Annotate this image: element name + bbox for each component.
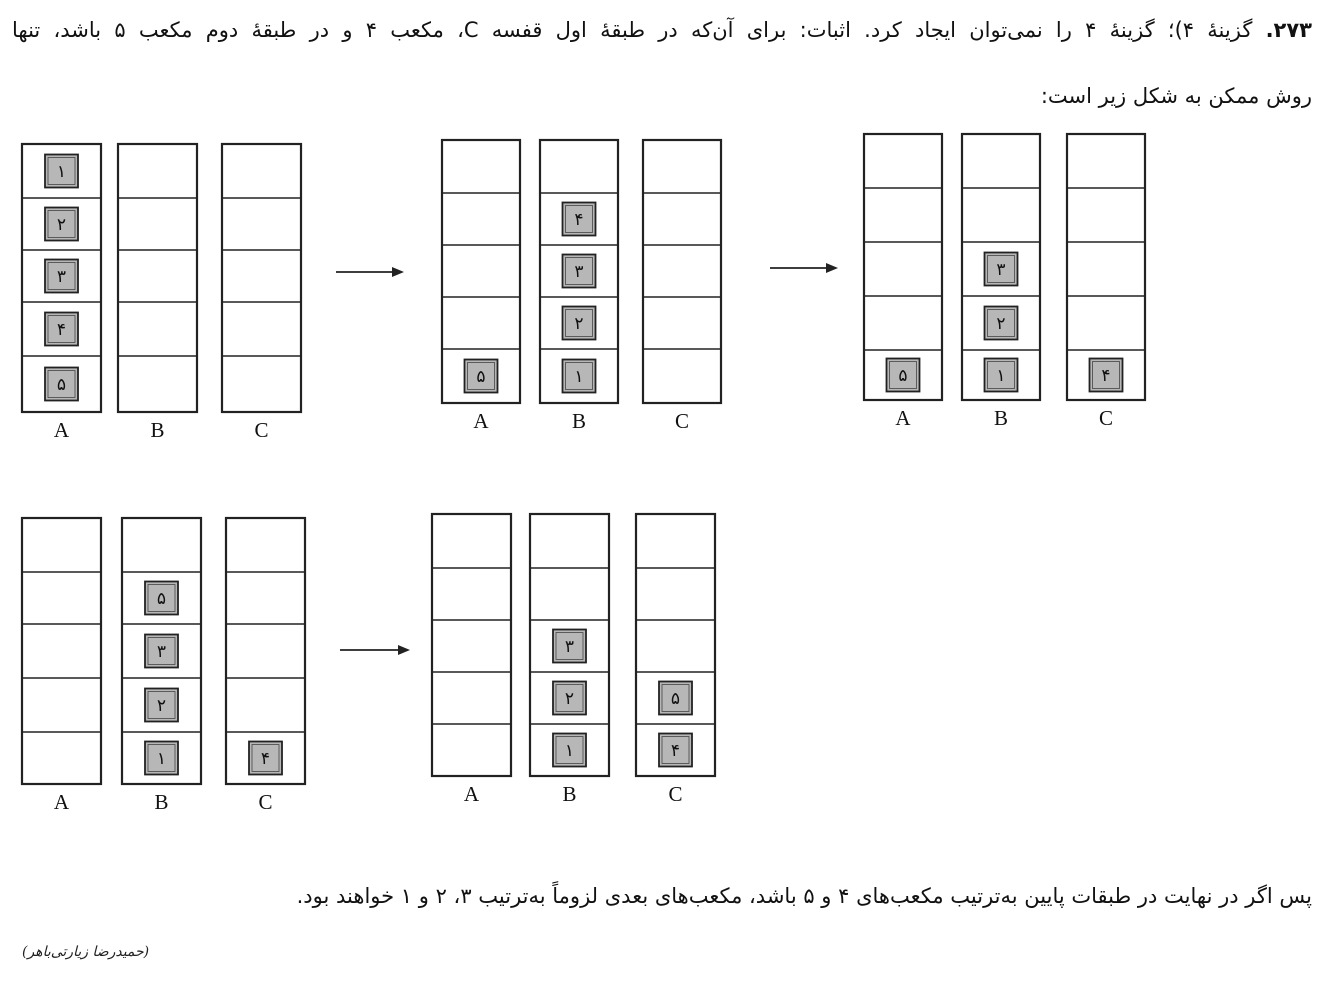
cube-label: ۵ bbox=[670, 689, 681, 709]
cube-label: ۳ bbox=[56, 267, 67, 287]
cube-label: ۲ bbox=[574, 314, 584, 334]
cube-۳ bbox=[563, 255, 596, 288]
cube-۴ bbox=[249, 742, 282, 775]
cube-۱ bbox=[563, 360, 596, 393]
cube-label: ۴ bbox=[56, 320, 67, 340]
intro-paragraph-line2: روش ممکن به شکل زیر است: bbox=[1040, 84, 1312, 108]
cube-۵ bbox=[659, 682, 692, 715]
cube-label: ۱ bbox=[996, 366, 1006, 386]
shelf-A-state-1 bbox=[22, 144, 101, 442]
cube-label: ۴ bbox=[670, 741, 681, 761]
shelf-label-C: C bbox=[1098, 406, 1114, 430]
shelf-frame bbox=[222, 144, 301, 412]
cube-۵ bbox=[887, 359, 920, 392]
cube-label: ۳ bbox=[996, 260, 1006, 280]
cube-۲ bbox=[563, 307, 596, 340]
shelf-A-state-2 bbox=[442, 140, 520, 433]
shelf-frame bbox=[432, 514, 511, 776]
shelf-label-B: B bbox=[993, 406, 1009, 430]
cube-۱ bbox=[145, 742, 178, 775]
cube-۱ bbox=[45, 155, 78, 188]
cube-۳ bbox=[45, 260, 78, 293]
shelf-label-B: B bbox=[571, 409, 587, 433]
author-signature: (حمیدرضا زیارتی‌باهر) bbox=[22, 944, 150, 960]
conclusion-paragraph: پس اگر در نهایت در طبقات پایین به‌ترتیب مکعب‌های ۴ و ۵ باشد، مکعب‌های بعدی لزوماً به‌ترتیب ۳، ۲ و ۱ خواهند بود. bbox=[296, 884, 1312, 908]
cube-label: ۳ bbox=[574, 262, 584, 282]
shelf-B-state-1 bbox=[118, 144, 197, 442]
shelf-B-state-5 bbox=[530, 514, 609, 806]
cube-label: ۱ bbox=[574, 367, 584, 387]
cube-label: ۳ bbox=[564, 637, 575, 657]
cube-۳ bbox=[985, 253, 1018, 286]
cube-label: ۲ bbox=[156, 696, 167, 716]
transition-arrow bbox=[770, 263, 838, 273]
cube-label: ۵ bbox=[476, 367, 486, 387]
shelf-C-state-3 bbox=[1067, 134, 1145, 430]
cube-label: ۲ bbox=[564, 689, 575, 709]
shelf-frame bbox=[22, 518, 101, 784]
cube-۴ bbox=[563, 203, 596, 236]
shelf-C-state-1 bbox=[222, 144, 301, 442]
shelf-label-C: C bbox=[254, 418, 269, 442]
shelf-label-B: B bbox=[154, 790, 169, 814]
cube-label: ۲ bbox=[996, 314, 1006, 334]
shelf-label-A: A bbox=[53, 418, 70, 442]
shelf-frame bbox=[643, 140, 721, 403]
cube-label: ۵ bbox=[156, 589, 167, 609]
cube-۲ bbox=[553, 682, 586, 715]
shelf-label-A: A bbox=[473, 409, 489, 433]
cube-۵ bbox=[145, 582, 178, 615]
shelf-label-C: C bbox=[674, 409, 690, 433]
shelf-A-state-5 bbox=[432, 514, 511, 806]
cube-۴ bbox=[45, 313, 78, 346]
cube-۲ bbox=[45, 208, 78, 241]
problem-number: ۲۷۳. bbox=[1265, 18, 1312, 42]
cube-label: ۴ bbox=[1101, 366, 1111, 386]
shelf-label-C: C bbox=[258, 790, 273, 814]
shelf-label-B: B bbox=[562, 782, 577, 806]
shelf-label-A: A bbox=[895, 406, 911, 430]
arrowhead-icon bbox=[398, 645, 410, 655]
cube-۵ bbox=[45, 368, 78, 401]
cube-۴ bbox=[659, 734, 692, 767]
shelf-A-state-4 bbox=[22, 518, 101, 814]
cube-۱ bbox=[553, 734, 586, 767]
shelf-frame bbox=[118, 144, 197, 412]
cube-label: ۱ bbox=[564, 741, 575, 761]
cube-label: ۵ bbox=[56, 375, 67, 395]
cube-۳ bbox=[145, 635, 178, 668]
shelf-label-A: A bbox=[53, 790, 70, 814]
cube-label: ۴ bbox=[260, 749, 271, 769]
cube-۴ bbox=[1090, 359, 1123, 392]
cube-۵ bbox=[465, 360, 498, 393]
cube-۲ bbox=[145, 689, 178, 722]
shelf-C-state-5 bbox=[636, 514, 715, 806]
cube-label: ۱ bbox=[156, 749, 167, 769]
cube-label: ۵ bbox=[898, 366, 908, 386]
cube-۲ bbox=[985, 307, 1018, 340]
shelf-B-state-3 bbox=[962, 134, 1040, 430]
shelf-B-state-4 bbox=[122, 518, 201, 814]
shelf-C-state-2 bbox=[643, 140, 721, 433]
shelf-B-state-2 bbox=[540, 140, 618, 433]
transition-arrow bbox=[340, 645, 410, 655]
arrowhead-icon bbox=[826, 263, 838, 273]
cube-label: ۲ bbox=[56, 215, 67, 235]
shelf-label-B: B bbox=[150, 418, 165, 442]
cube-label: ۱ bbox=[56, 162, 67, 182]
transition-arrow bbox=[336, 267, 404, 277]
cube-label: ۳ bbox=[156, 642, 167, 662]
cube-label: ۴ bbox=[574, 210, 584, 230]
shelf-A-state-3 bbox=[864, 134, 942, 430]
shelf-label-A: A bbox=[463, 782, 480, 806]
arrowhead-icon bbox=[392, 267, 404, 277]
shelf-label-C: C bbox=[668, 782, 683, 806]
shelf-C-state-4 bbox=[226, 518, 305, 814]
intro-text: گزینهٔ ۴)؛ گزینهٔ ۴ را نمی‌توان ایجاد کرد. اثبات: برای آن‌که در طبقهٔ اول قفسه C، مکعب ۴ و در طبقهٔ دوم مکعب ۵ باشد، تنها bbox=[12, 18, 1266, 42]
cube-۳ bbox=[553, 630, 586, 663]
cube-۱ bbox=[985, 359, 1018, 392]
